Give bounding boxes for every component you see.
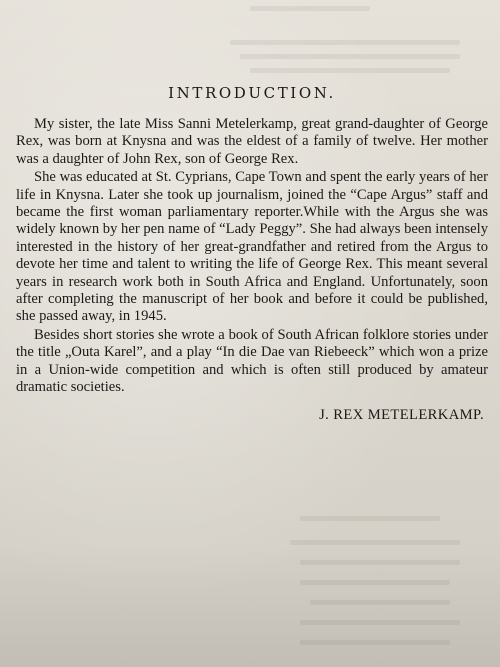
page-shadow — [0, 547, 500, 667]
paragraph-3: Besides short stories she wrote a book of South African folklore stories under the title „Outa Karel”, and a play “In die Dae van Riebeeck” which won a prize in a Union-wide competition and which is often still produced by amateur dramatic societies. — [16, 326, 488, 396]
paragraph-2: She was educated at St. Cyprians, Cape Town and spent the early years of her life in Knysna. Later she took up journalism, joined the “Cape Argus” staff and became the first woman parliamentary reporter.While with the Argus she was widely known by her pen name of “Lady Peggy”. She had always been intensely interested in the history of her great-grandfather and retired from the Argus to devote her time and talent to writing the life of George Rex. This meant several years in research work both in South Africa and England. Unfortunately, soon after completing the manuscript of her book and before it could be published, she passed away, in 1945. — [16, 169, 488, 325]
paragraph-1: My sister, the late Miss Sanni Metelerkamp, great grand-daughter of George Rex, was born at Knysna and was the eldest of a family of twelve. Her mother was a daughter of John Rex, son of George Rex. — [16, 116, 488, 167]
page-heading: INTRODUCTION. — [168, 84, 336, 102]
introduction-section — [16, 84, 488, 424]
author-signature: J. REX METELERKAMP. — [319, 406, 484, 423]
